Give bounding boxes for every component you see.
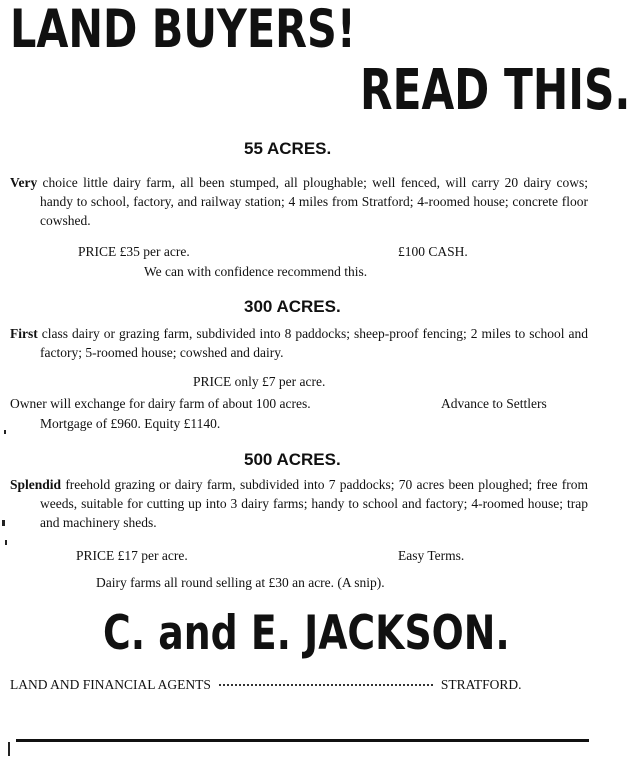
- listing-55-acres-heading: 55 ACRES.: [244, 139, 332, 158]
- agent-town: STRATFORD.: [440, 677, 522, 692]
- listing-500-acres-terms: Easy Terms.: [398, 548, 465, 563]
- listing-500-acres-note: Dairy farms all round selling at £30 an acre. (A snip).: [96, 575, 385, 590]
- agent-name: C. and E. JACKSON.: [103, 605, 510, 661]
- listing-500-acres-text: freehold grazing or dairy farm, subdivided into 7 paddocks; 70 acres been ploughed; free from weeds, suitable for cutting up into 3 dairy farms; handy to school and factory; 4-roomed house; trap and machinery sheds.: [40, 477, 588, 530]
- scan-speck: [4, 430, 6, 434]
- listing-300-acres-first-word: First: [10, 326, 38, 341]
- scan-speck: [8, 742, 10, 756]
- headline-read-this: READ THIS.: [360, 57, 630, 124]
- agent-role: LAND AND FINANCIAL AGENTS: [10, 677, 211, 692]
- agent-footer: [10, 675, 522, 694]
- listing-300-acres-mortgage: Mortgage of £960. Equity £1140.: [40, 416, 221, 431]
- headline-land-buyers: LAND BUYERS!: [10, 0, 356, 60]
- scan-speck: [5, 540, 7, 545]
- listing-300-acres-price: PRICE only £7 per acre.: [193, 374, 326, 389]
- listing-55-acres-price: PRICE £35 per acre.: [78, 244, 190, 259]
- listing-500-acres-heading: 500 ACRES.: [244, 450, 341, 469]
- listing-55-acres-text: choice little dairy farm, all been stumped, all ploughable; well fenced, will carry 20 dairy cows; handy to school, factory, and railway station; 4 miles from Stratford; 4-roomed house; concrete floor cowshed.: [37, 175, 588, 228]
- listing-500-acres-first-word: Splendid: [10, 477, 62, 492]
- listing-55-acres-terms: £100 CASH.: [398, 244, 468, 259]
- listing-300-acres-description: [10, 324, 588, 362]
- listing-500-acres-price: PRICE £17 per acre.: [76, 548, 188, 563]
- listing-55-acres-note: We can with confidence recommend this.: [144, 264, 368, 279]
- listing-300-acres-exchange: Owner will exchange for dairy farm of about 100 acres.: [10, 396, 311, 411]
- dotted-leader: [219, 684, 433, 686]
- bottom-rule: [16, 739, 589, 742]
- scan-speck: [2, 520, 5, 526]
- listing-55-acres-first-word: Very: [10, 175, 38, 190]
- listing-300-acres-text: class dairy or grazing farm, subdivided into 8 paddocks; sheep-proof fencing; 2 miles to school and factory; 5-roomed house; cowshed and dairy.: [37, 326, 588, 360]
- listing-55-acres-description: [10, 173, 588, 230]
- listing-500-acres-description: [10, 475, 588, 532]
- listing-300-acres-heading: 300 ACRES.: [244, 297, 341, 316]
- listing-300-acres-advance: Advance to Settlers: [441, 396, 547, 411]
